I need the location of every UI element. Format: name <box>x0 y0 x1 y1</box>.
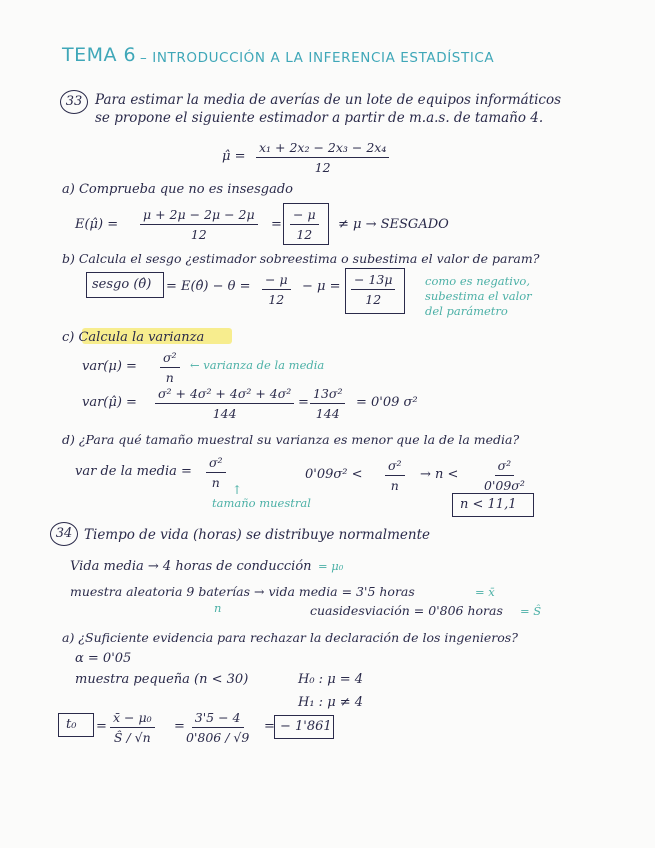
inequality-fraction <box>385 458 405 493</box>
t0-equals: = <box>96 719 107 734</box>
bias-fraction-1-numerator: − μ <box>262 272 291 290</box>
variance-estimator-result: = 0'09 σ² <box>356 395 418 410</box>
p33-statement-line2: se propone el siguiente estimador a partir de m.a.s. de tamaño 4. <box>95 110 544 126</box>
page-title-prefix: TEMA 6 <box>62 44 137 66</box>
inequality-numerator: σ² <box>385 458 405 476</box>
quasi-deviation-note: = Ŝ <box>520 604 542 618</box>
estimator-numerator: x₁ + 2x₂ − 2x₃ − 2x₄ <box>256 140 389 158</box>
mean-life-note: = μ₀ <box>318 559 344 573</box>
variance-estimator-equals: = <box>298 395 309 410</box>
variance-media-denominator: n <box>165 370 174 385</box>
inequality-result-numerator: σ² <box>495 458 515 476</box>
null-hypothesis: H₀ : μ = 4 <box>298 672 364 687</box>
alternative-hypothesis: H₁ : μ ≠ 4 <box>298 695 364 710</box>
estimator-lhs: μ̂ = <box>222 149 246 164</box>
bias-result-numerator: − 13μ <box>351 272 395 290</box>
var-media-numerator: σ² <box>206 455 226 473</box>
sample-size-note: tamaño muestral <box>212 496 311 510</box>
bias-minus-mu: − μ = <box>302 279 341 294</box>
p33-part-a-label: a) Comprueba que no es insesgado <box>62 182 293 197</box>
biased-conclusion: ≠ μ → SESGADO <box>338 217 449 232</box>
variance-media-fraction <box>160 350 180 385</box>
inequality-lhs: 0'09σ² < <box>305 467 363 482</box>
up-arrow: ↑ <box>232 483 243 497</box>
expectation-lhs: E(μ̂) = <box>75 217 119 232</box>
inequality-arrow: → n < <box>420 467 459 482</box>
expectation-denominator: 12 <box>190 227 207 242</box>
bias-note-line2: subestima el valor <box>425 289 532 303</box>
variance-estimator-simplified <box>310 386 345 421</box>
variance-estimator-numerator: σ² + 4σ² + 4σ² + 4σ² <box>155 386 294 404</box>
n-note: n <box>214 601 222 615</box>
p33-part-d-label: d) ¿Para qué tamaño muestral su varianza es menor que la de la media? <box>62 432 520 447</box>
t-statistic-denominator: Ŝ / √n <box>113 730 151 745</box>
expectation-fraction <box>140 207 258 242</box>
expectation-result-fraction <box>290 207 319 242</box>
variance-estimator-fraction <box>155 386 294 421</box>
t-statistic-fraction <box>110 710 155 745</box>
variance-media-lhs: var(μ) = <box>82 359 137 374</box>
bias-definition: = E(θ̂) − θ = <box>166 279 251 294</box>
variance-media-note: ← varianza de la media <box>190 358 325 372</box>
estimator-fraction <box>256 140 389 175</box>
variance-estimator-lhs: var(μ̂) = <box>82 395 137 410</box>
var-media-lhs: var de la media = <box>75 464 192 479</box>
t-value-numerator: 3'5 − 4 <box>192 710 244 728</box>
expectation-result-numerator: − μ <box>290 207 319 225</box>
t0-label: t₀ <box>66 717 77 732</box>
variance-estimator-simplified-numerator: 13σ² <box>310 386 345 404</box>
small-sample: muestra pequeña (n < 30) <box>75 672 249 687</box>
inequality-denominator: n <box>390 478 399 493</box>
var-media-denominator: n <box>211 475 220 490</box>
problem-number-34: 34 <box>50 522 78 546</box>
inequality-result-denominator: 0'09σ² <box>484 478 525 493</box>
p34-statement: Tiempo de vida (horas) se distribuye normalmente <box>84 527 430 543</box>
bias-fraction-1-denominator: 12 <box>268 292 285 307</box>
p33-statement-line1: Para estimar la media de averías de un lote de equipos informáticos <box>95 92 562 108</box>
random-sample: muestra aleatoria 9 baterías → vida media = 3'5 horas <box>70 584 415 599</box>
p34-part-a-label: a) ¿Suficiente evidencia para rechazar la declaración de los ingenieros? <box>62 630 518 645</box>
var-media-fraction <box>206 455 226 490</box>
bias-result-denominator: 12 <box>365 292 382 307</box>
mean-life: Vida media → 4 horas de conducción <box>70 559 312 574</box>
variance-media-numerator: σ² <box>160 350 180 368</box>
page-title: – INTRODUCCIÓN A LA INFERENCIA ESTADÍSTICA <box>140 50 495 66</box>
sample-size-result: n < 11,1 <box>460 497 517 512</box>
t-statistic-numerator: x̄ − μ₀ <box>110 710 155 728</box>
bias-note-line3: del parámetro <box>425 304 508 318</box>
t0-equals-3: = <box>264 719 275 734</box>
bias-fraction-1 <box>262 272 291 307</box>
variance-estimator-denominator: 144 <box>212 406 237 421</box>
expectation-numerator: μ + 2μ − 2μ − 2μ <box>140 207 258 225</box>
problem-number-33: 33 <box>60 90 88 114</box>
sample-mean-note: = x̄ <box>475 585 495 599</box>
bias-note-line1: como es negativo, <box>425 274 531 288</box>
estimator-denominator: 12 <box>314 160 331 175</box>
alpha: α = 0'05 <box>75 651 132 666</box>
variance-estimator-simplified-denominator: 144 <box>315 406 340 421</box>
p33-part-c-label: c) Calcula la varianza <box>62 330 205 345</box>
t-result: − 1'861 <box>280 719 332 734</box>
t-value-denominator: 0'806 / √9 <box>186 730 250 745</box>
t0-equals-2: = <box>174 719 185 734</box>
quasi-deviation: cuasidesviación = 0'806 horas <box>310 603 503 618</box>
inequality-result-fraction <box>484 458 525 493</box>
bias-label: sesgo (θ̂) <box>92 277 152 292</box>
expectation-equals: = <box>271 217 282 232</box>
bias-result-fraction <box>351 272 395 307</box>
p33-part-b-label: b) Calcula el sesgo ¿estimador sobreestima o subestima el valor de param? <box>62 251 540 266</box>
expectation-result-denominator: 12 <box>296 227 313 242</box>
t-value-fraction <box>186 710 249 745</box>
